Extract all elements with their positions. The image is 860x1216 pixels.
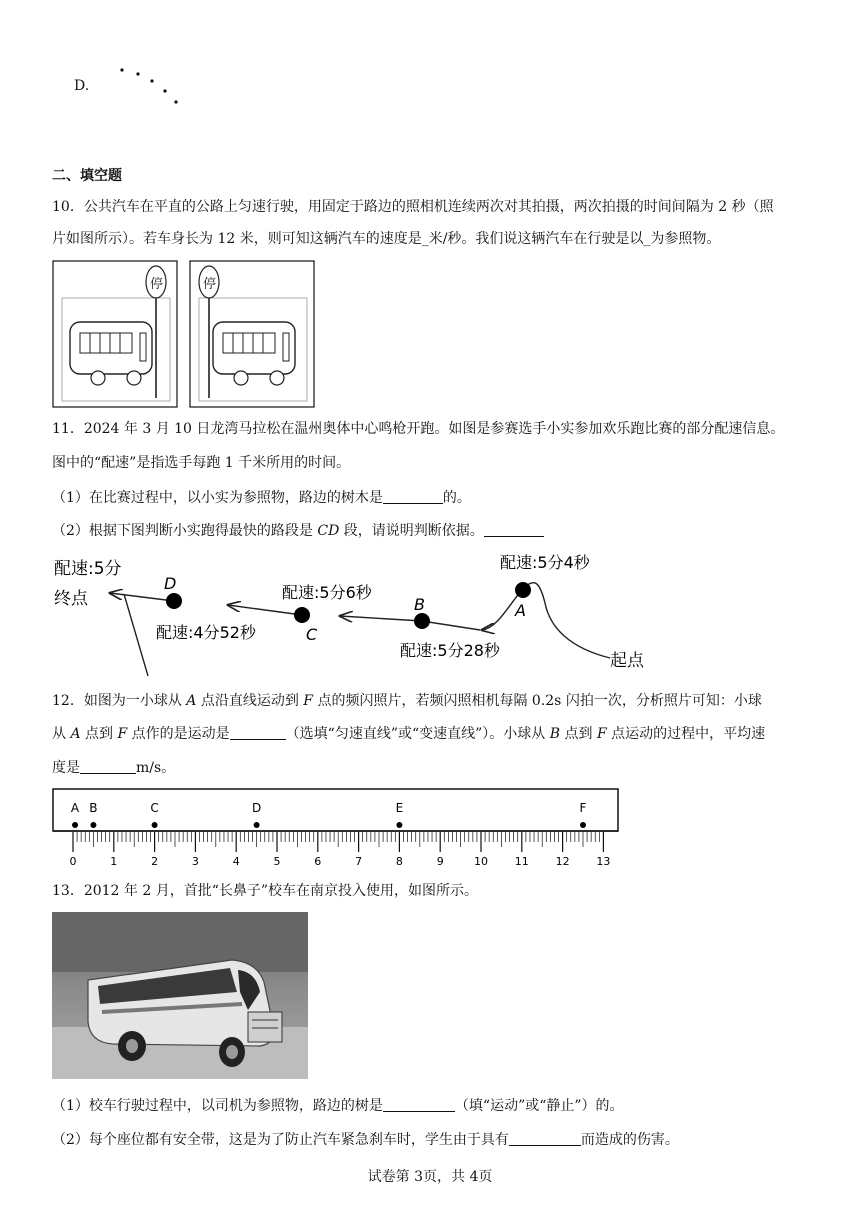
ruler-point-label: F — [579, 801, 587, 815]
q10-photo-1 — [52, 260, 178, 408]
q12-ruler-figure — [52, 788, 622, 868]
ruler-tick-label: 1 — [110, 855, 118, 868]
q13-sub2-pre: （2）每个座位都有安全带，这是为了防止汽车紧急刹车时，学生由于具有 — [52, 1132, 509, 1148]
option-d-label: D. — [74, 78, 90, 94]
q13-sub2-post: 而造成的伤害。 — [580, 1132, 679, 1148]
point-d-label: D — [164, 574, 177, 593]
q12-blank-1[interactable] — [230, 725, 286, 740]
ruler-point-dot — [152, 822, 158, 828]
ruler-point-label: B — [89, 801, 98, 815]
ruler-point-dot — [72, 822, 78, 828]
ruler-point-label: D — [251, 801, 262, 815]
sign-text-1: 停 — [150, 277, 164, 292]
q11-sub1-pre: （1）在比赛过程中，以小实为参照物，路边的树木是 — [52, 490, 383, 506]
q12-l2-B: B — [549, 726, 561, 742]
q12-l2-e: 点到 — [560, 726, 597, 742]
ruler-tick-label: 10 — [474, 855, 488, 868]
q12-l2-f: 点运动的过程中，平均速 — [606, 726, 766, 742]
q13-line1: 13．2012 年 2 月，首批“长鼻子”校车在南京投入使用，如图所示。 — [52, 883, 479, 899]
ruler-tick-label: 0 — [69, 855, 77, 868]
ruler-tick-label: 12 — [555, 855, 570, 868]
point-d-dot — [166, 593, 182, 609]
q11-sub1 — [52, 488, 812, 508]
pace-b: 配速:5分28秒 — [400, 641, 500, 660]
point-b-dot — [414, 613, 430, 629]
ruler-tick-label: 6 — [314, 855, 322, 868]
q11-line2: 图中的“配速”是指选手每跑 1 千米所用的时间。 — [52, 455, 351, 471]
pace-dc: 配速:4分52秒 — [156, 623, 256, 642]
q11-sub2-post: 段，请说明判断依据。 — [339, 523, 484, 539]
sign-text-2: 停 — [203, 277, 217, 292]
point-a-dot — [515, 582, 531, 598]
q12-l2-F: F — [117, 726, 128, 742]
q11-sub1-post: 的。 — [442, 490, 471, 506]
point-c-dot — [294, 607, 310, 623]
ruler-tick-label: 5 — [273, 855, 281, 868]
ruler-tick-label: 13 — [596, 855, 611, 868]
q12-l1-F: F — [303, 693, 314, 709]
q12-l1-a: 12．如图为一小球从 — [52, 693, 187, 709]
q12-l2-b: 点到 — [80, 726, 118, 742]
q13-sub1-post: （填“运动”或“静止”）的。 — [454, 1098, 624, 1114]
ruler-tick-label: 3 — [191, 855, 199, 868]
q10-line2: 片如图所示）。若车身长为 12 米，则可知这辆汽车的速度是_米/秒。我们说这辆汽车在行驶是以_为参照物。 — [52, 231, 721, 247]
q10-photo-2 — [189, 260, 315, 408]
point-b-label: B — [414, 595, 425, 614]
pace-cb: 配速:5分6秒 — [282, 583, 372, 602]
q13-blank-2[interactable] — [509, 1131, 581, 1146]
point-a-label: A — [515, 601, 526, 620]
section-title: 二、填空题 — [52, 168, 122, 184]
q12-l2-a: 从 — [52, 726, 71, 742]
q13-sub1 — [52, 1096, 812, 1116]
q12-l3-b: m/s。 — [136, 760, 176, 776]
q13-sub1-pre: （1）校车行驶过程中，以司机为参照物，路边的树是 — [52, 1098, 383, 1114]
start-label: 起点 — [610, 651, 644, 671]
ruler-point-dot — [396, 822, 402, 828]
pace-a: 配速:5分4秒 — [500, 553, 590, 572]
q12-line3 — [52, 758, 812, 778]
q12-l2-F2: F — [596, 726, 607, 742]
q13-sub2 — [52, 1130, 812, 1150]
pace-end: 配速:5分 — [54, 559, 122, 579]
q12-l2-d: （选填“匀速直线”或“变速直线”）。小球从 — [285, 726, 550, 742]
end-label: 终点 — [54, 589, 88, 609]
ruler-point-label: A — [70, 801, 80, 815]
point-c-label: C — [306, 625, 318, 644]
q12-line2 — [52, 724, 812, 744]
q13-blank-1[interactable] — [383, 1097, 455, 1112]
ruler-tick-label: 4 — [232, 855, 240, 868]
q11-sub2 — [52, 521, 812, 541]
ruler-tick-label: 9 — [436, 855, 444, 868]
ruler-tick-label: 2 — [151, 855, 159, 868]
ruler-point-label: E — [395, 801, 404, 815]
q12-line1 — [52, 691, 812, 711]
ruler-tick-label: 7 — [355, 855, 363, 868]
ruler-point-dot — [90, 822, 96, 828]
ruler-point-label: C — [150, 801, 159, 815]
ruler-point-dot — [254, 822, 260, 828]
q11-sub2-cd: CD — [317, 523, 340, 539]
q11-sub1-blank[interactable] — [383, 489, 443, 504]
q12-l2-c: 点作的是运动是 — [127, 726, 230, 742]
q12-l1-A: A — [186, 693, 197, 709]
q11-line1: 11．2024 年 3 月 10 日龙湾马拉松在温州奥体中心鸣枪开跑。如图是参赛选手小实参加欢乐跑比赛的部分配速信息。 — [52, 421, 785, 437]
q10-line1: 10．公共汽车在平直的公路上匀速行驶，用固定于路边的照相机连续两次对其拍摄，两次拍摄的时间间隔为 2 秒（照 — [52, 199, 774, 215]
q11-sub2-blank[interactable] — [484, 522, 544, 537]
ruler-tick-label: 8 — [395, 855, 403, 868]
q12-blank-2[interactable] — [80, 759, 136, 774]
q13-bus-photo — [52, 912, 308, 1079]
ruler-tick-label: 11 — [514, 855, 529, 868]
option-d-dots — [115, 64, 185, 109]
page-footer: 试卷第 3页，共 4页 — [367, 1169, 493, 1185]
q12-l3-a: 度是 — [52, 760, 80, 776]
q11-pace-figure — [50, 548, 730, 676]
q12-l1-b: 点沿直线运动到 — [196, 693, 304, 709]
q12-l1-c: 点的频闪照片，若频闪照相机每隔 0.2s 闪拍一次，分析照片可知：小球 — [313, 693, 762, 709]
ruler-point-dot — [580, 822, 586, 828]
q11-sub2-pre: （2）根据下图判断小实跑得最快的路段是 — [52, 523, 318, 539]
q12-l2-A: A — [70, 726, 81, 742]
